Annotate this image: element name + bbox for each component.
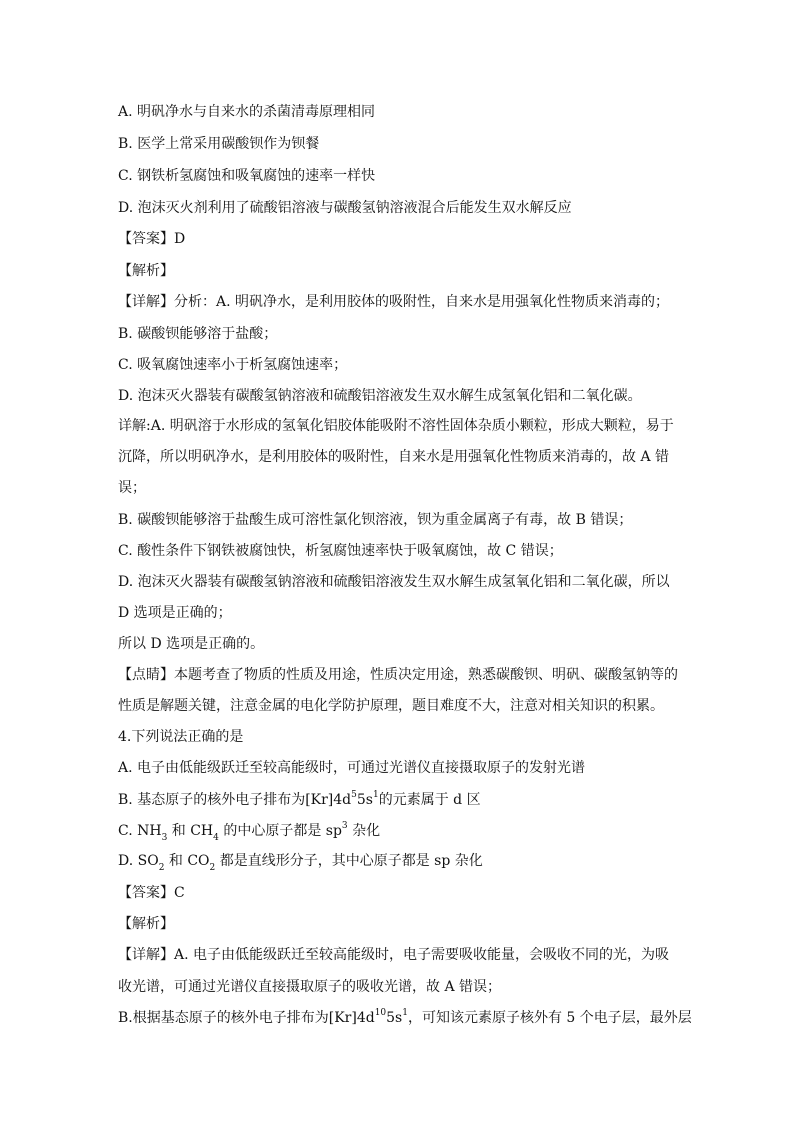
q3-analysis-line: D 选项是正确的； xyxy=(118,605,232,621)
q4-analysis-heading: 【解析】 xyxy=(118,916,174,932)
q4-stem: 4.下列说法正确的是 xyxy=(118,729,244,745)
q4-option-d-part: 都是直线形分子，其中心原子都是 sp 杂化 xyxy=(215,853,483,869)
q3-analysis-line: 【详解】分析：A. 明矾净水，是利用胶体的吸附性，自来水是用强氧化性物质来消毒的； xyxy=(118,294,670,310)
q4-detail3-post: ，可知该元素原子核外有 5 个电子层，最外层 xyxy=(407,1010,692,1026)
q4-option-d xyxy=(118,853,678,873)
q3-answer: 【答案】D xyxy=(118,231,186,247)
q4-option-a: A. 电子由低能级跃迁至较高能级时，可通过光谱仪直接摄取原子的发射光谱 xyxy=(118,760,586,776)
q3-analysis-line: 沉降，所以明矾净水，是利用胶体的吸附性，自来水是用强氧化性物质来消毒的，故 A 错 xyxy=(118,449,670,465)
q3-analysis-line: B. 碳酸钡能够溶于盐酸； xyxy=(118,326,278,342)
q3-option-b: B. 医学上常采用碳酸钡作为钡餐 xyxy=(118,136,320,152)
q3-analysis-line: B. 碳酸钡能够溶于盐酸生成可溶性氯化钡溶液，钡为重金属离子有毒，故 B 错误； xyxy=(118,512,633,528)
q4-detail3-sup2: 1 xyxy=(402,1008,408,1019)
q3-analysis-heading: 【解析】 xyxy=(118,263,174,279)
q4-detail3-pre: B.根据基态原子的核外电子排布为[Kr]4d xyxy=(118,1010,375,1026)
q4-detail-line xyxy=(118,1008,692,1026)
q4-detail-line: 【详解】A. 电子由低能级跃迁至较高能级时，电子需要吸收能量，会吸收不同的光，为吸 xyxy=(118,947,670,963)
q4-option-d-part: 和 CO xyxy=(164,853,210,869)
q4-option-c-part: 和 CH xyxy=(167,823,214,839)
q4-option-c-sup: 3 xyxy=(341,821,348,832)
q3-option-c: C. 钢铁析氢腐蚀和吸氧腐蚀的速率一样快 xyxy=(118,168,376,184)
q4-detail3-sup1: 10 xyxy=(374,1008,387,1019)
q3-comment-line: 【点睛】本题考查了物质的性质及用途，性质决定用途，熟悉碳酸钡、明矾、碳酸氢钠等的 xyxy=(118,667,678,683)
q3-analysis-line: C. 酸性条件下钢铁被腐蚀快，析氢腐蚀速率快于吸氧腐蚀，故 C 错误； xyxy=(118,543,563,559)
q3-analysis-line: D. 泡沫灭火器装有碳酸氢钠溶液和硫酸铝溶液发生双水解生成氢氧化铝和二氧化碳。 xyxy=(118,388,642,404)
q3-analysis-line: C. 吸氧腐蚀速率小于析氢腐蚀速率； xyxy=(118,357,348,373)
q3-option-a: A. 明矾净水与自来水的杀菌清毒原理相同 xyxy=(118,104,376,120)
q4-option-b xyxy=(118,792,678,808)
q3-analysis-line: 详解:A. 明矾溶于水形成的氢氧化铝胶体能吸附不溶性固体杂质小颗粒，形成大颗粒，易于 xyxy=(118,418,674,434)
q4-option-b-pre: B. 基态原子的核外电子排布为[Kr]4d xyxy=(118,792,352,808)
q4-option-b-post: 的元素属于 d 区 xyxy=(378,792,481,808)
q4-option-c-part: C. NH xyxy=(118,823,162,839)
q4-option-b-mid: 5s xyxy=(356,792,373,808)
q4-detail-line: 收光谱，可通过光谱仪直接摄取原子的吸收光谱，故 A 错误； xyxy=(118,979,502,995)
q4-answer: 【答案】C xyxy=(118,885,185,901)
q4-option-c-sub2: 4 xyxy=(213,832,219,843)
q4-option-b-sup2: 1 xyxy=(372,790,379,801)
q4-option-d-part: D. SO xyxy=(118,853,159,869)
q4-option-d-sub1: 2 xyxy=(158,862,165,873)
q3-analysis-line: D. 泡沫灭火器装有碳酸氢钠溶液和硫酸铝溶液发生双水解生成氢氧化铝和二氧化碳，所以 xyxy=(118,574,670,590)
q4-option-c xyxy=(118,821,678,843)
q3-option-d: D. 泡沫灭火剂利用了硫酸铝溶液与碳酸氢钠溶液混合后能发生双水解反应 xyxy=(118,200,572,216)
q4-option-c-part: 的中心原子都是 sp xyxy=(218,823,342,839)
q4-option-c-sub1: 3 xyxy=(161,832,168,843)
q3-comment-line: 性质是解题关键，注意金属的电化学防护原理，题目难度不大，注意对相关知识的积累。 xyxy=(118,698,664,714)
q4-option-c-part: 杂化 xyxy=(347,823,381,839)
q3-analysis-line: 所以 D 选项是正确的。 xyxy=(118,636,265,652)
q4-option-b-sup1: 5 xyxy=(351,790,357,801)
q4-detail3-mid: 5s xyxy=(386,1010,403,1026)
q3-analysis-line: 误； xyxy=(118,480,146,496)
q4-option-d-sub2: 2 xyxy=(209,862,216,873)
